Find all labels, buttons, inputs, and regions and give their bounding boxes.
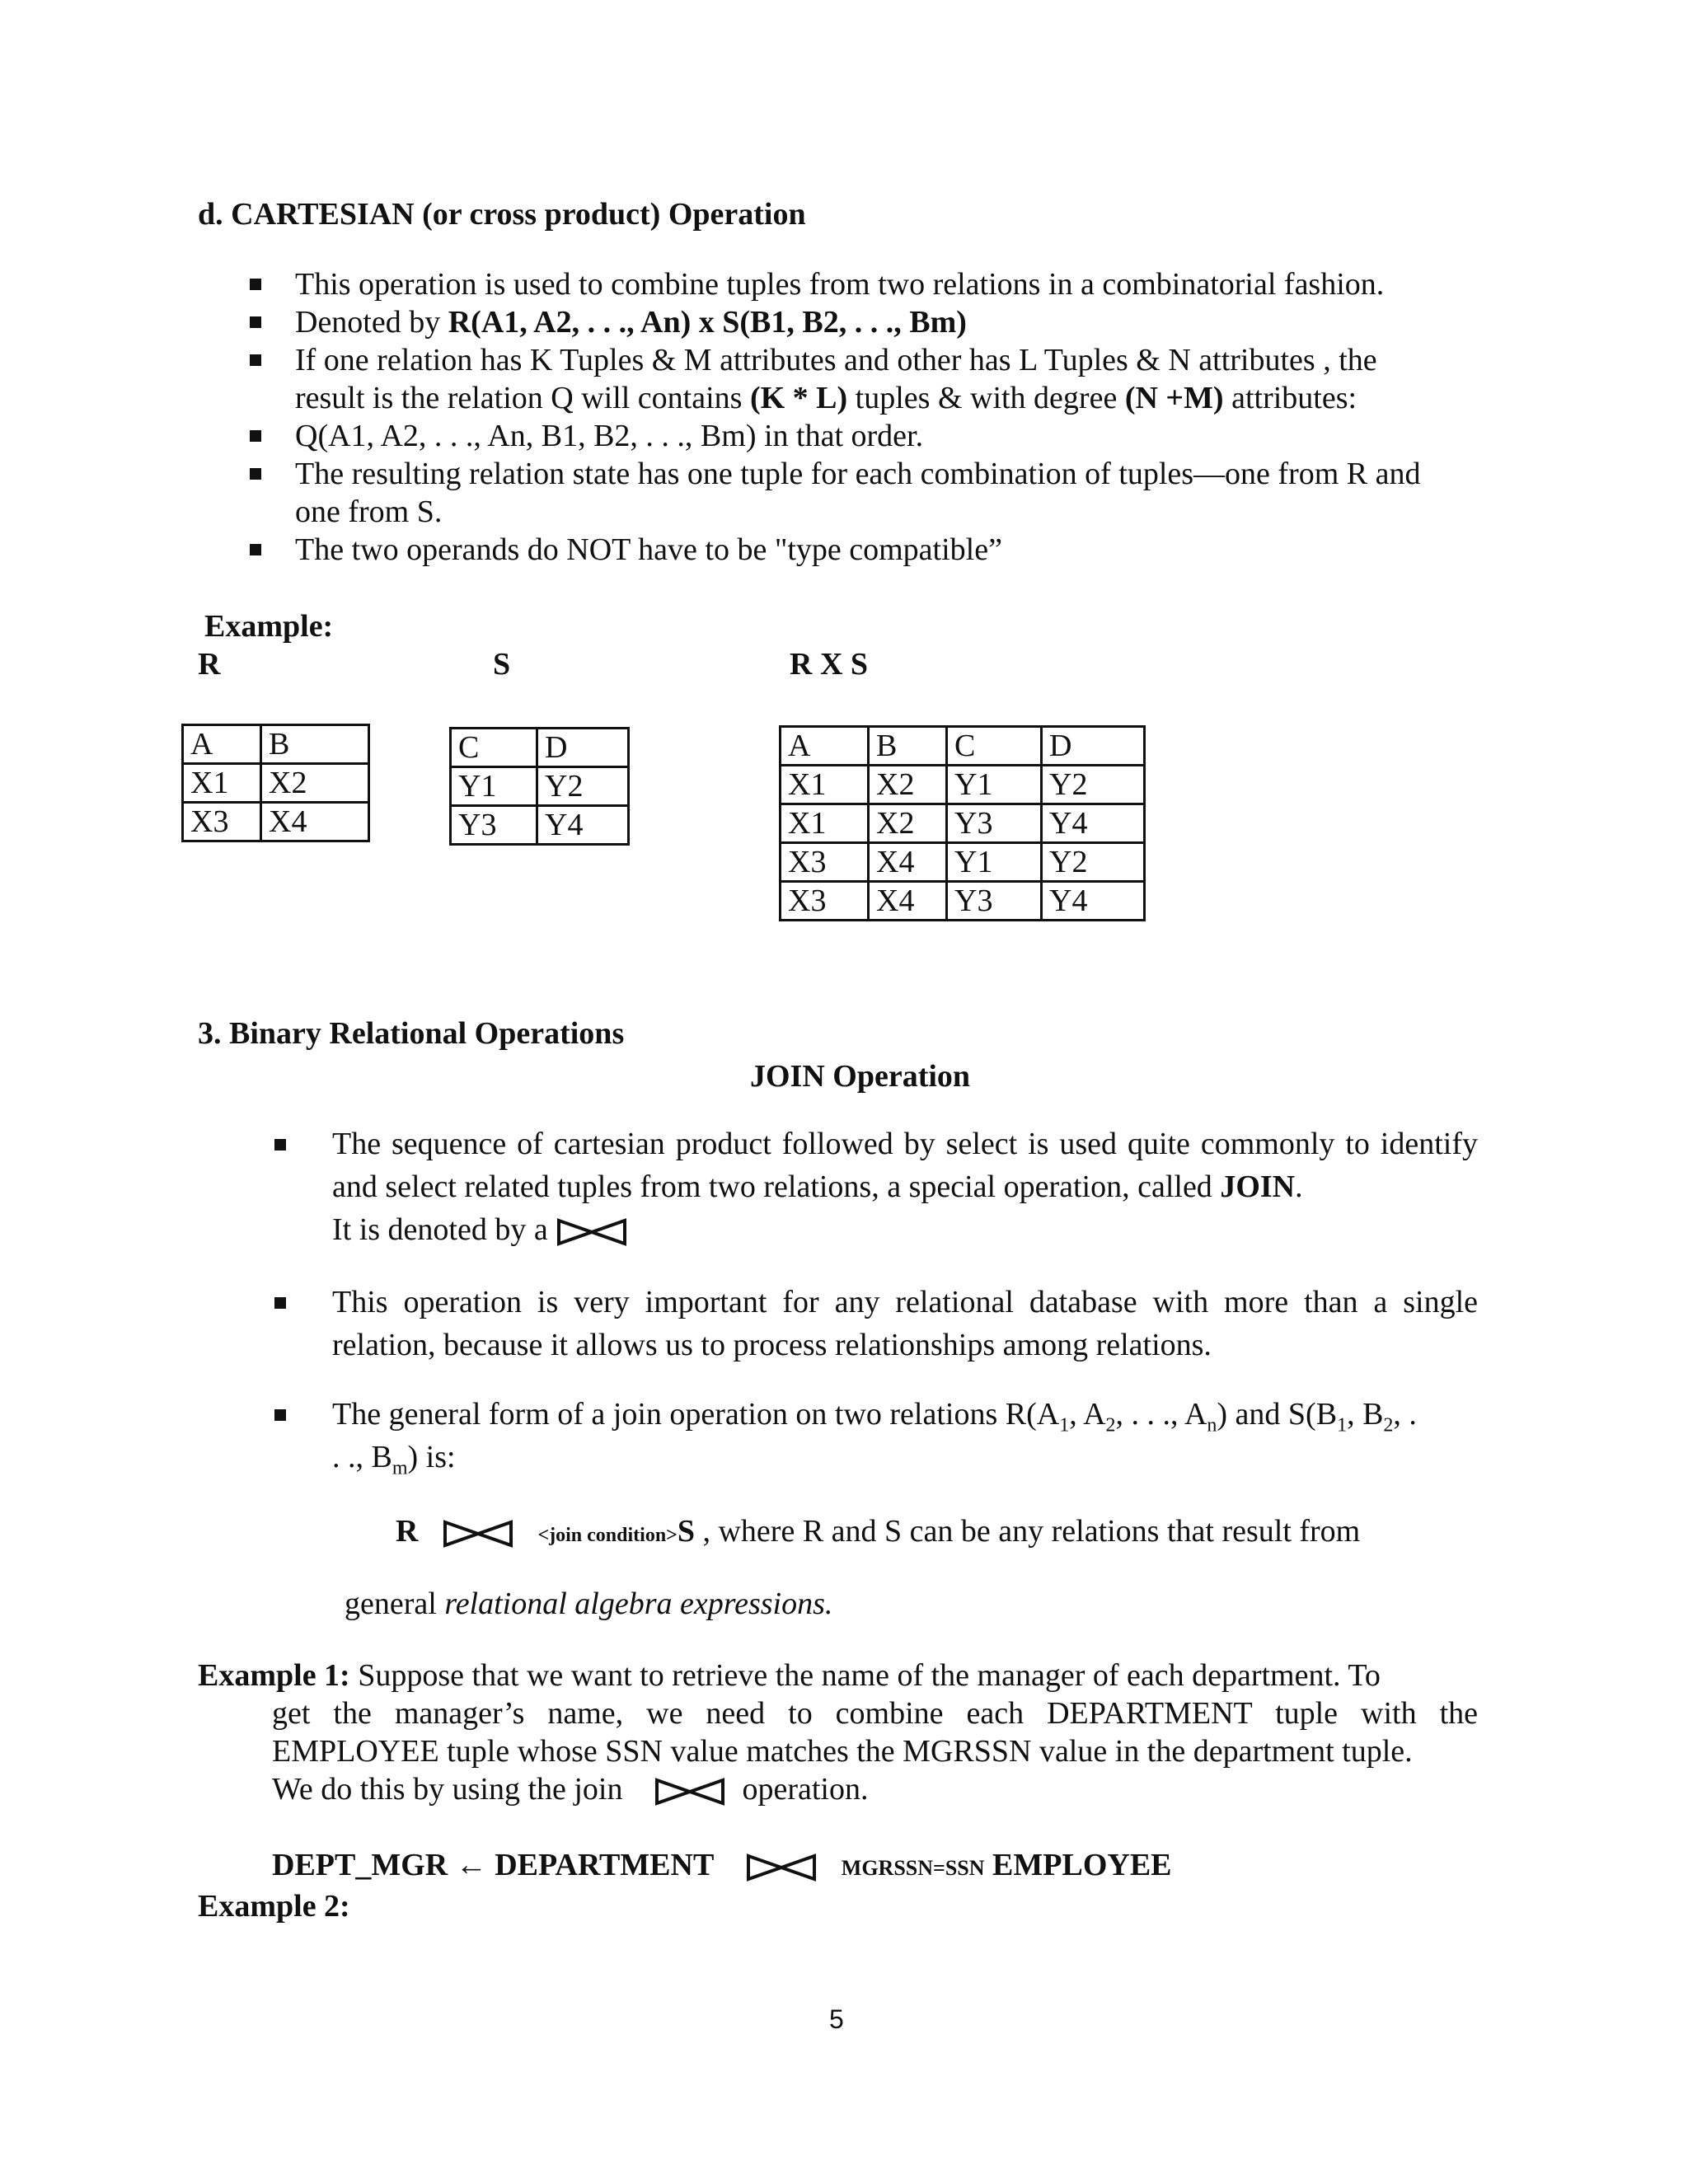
table-cell: X4	[261, 803, 369, 841]
relation-rxs-label: R X S	[790, 647, 869, 682]
bullet-icon	[250, 279, 261, 290]
table-row	[781, 882, 1145, 921]
bullet-text: This operation is used to combine tuples from two relations in a combinatorial fashion.	[295, 267, 1385, 302]
table-r-x-s	[779, 725, 1146, 921]
table-cell: Y3	[451, 806, 537, 845]
relation-s-label: S	[493, 647, 511, 682]
join-general-form: R <join condition>S , where R and S can be any relations that result from	[396, 1510, 1360, 1557]
table-row	[451, 767, 629, 806]
bullet-icon	[274, 1297, 286, 1309]
bullet-text: If one relation has K Tuples & M attributes and other has L Tuples & N attributes , the	[295, 343, 1377, 377]
table-row	[183, 764, 369, 803]
table-cell: X3	[183, 803, 261, 841]
table-cell: Y2	[537, 767, 629, 806]
bullet-text-continued: one from S.	[295, 494, 443, 529]
table-cell: X1	[781, 804, 869, 843]
bullet-text: Q(A1, A2, . . ., An, B1, B2, . . ., Bm) in that order.	[295, 419, 924, 453]
bullet-icon	[250, 430, 261, 442]
table-cell: X1	[781, 766, 869, 804]
bullet-text: Denoted by R(A1, A2, . . ., An) x S(B1, B2, . . ., Bm)	[295, 305, 967, 340]
table-cell: Y4	[1042, 882, 1145, 921]
table-cell: Y2	[1042, 766, 1145, 804]
table-s	[449, 727, 630, 846]
table-cell: X3	[781, 882, 869, 921]
bullet-icon	[274, 1139, 286, 1151]
table-cell: X1	[183, 764, 261, 803]
table-cell: X4	[869, 882, 947, 921]
join-paragraph-3: The general form of a join operation on two relations $R(A_1$, $A_2$, . . ., $A_n$) and $S(B_1$, $B_2$, .	[332, 1397, 1417, 1436]
table-row	[781, 766, 1145, 804]
table-cell: Y4	[537, 806, 629, 845]
table-cell: D	[537, 729, 629, 767]
table-cell: Y4	[1042, 804, 1145, 843]
table-cell: X4	[869, 843, 947, 882]
bullet-icon	[250, 354, 261, 366]
section-d-heading: d. CARTESIAN (or cross product) Operation	[198, 197, 806, 232]
table-cell: X3	[781, 843, 869, 882]
table-cell: B	[261, 725, 369, 764]
table-cell: Y1	[451, 767, 537, 806]
relation-r-label: R	[198, 647, 221, 682]
example-2-label: Example 2:	[198, 1889, 350, 1924]
join-paragraph-1-end: It is denoted by a	[332, 1208, 628, 1251]
table-r	[181, 724, 370, 842]
table-row	[781, 804, 1145, 843]
table-row	[781, 843, 1145, 882]
table-row	[183, 803, 369, 841]
table-cell: Y3	[947, 804, 1042, 843]
example-label: Example:	[204, 609, 334, 644]
table-cell: Y1	[947, 766, 1042, 804]
bullet-icon	[250, 468, 261, 480]
join-operation-heading: JOIN Operation	[750, 1059, 971, 1094]
bullet-text: The two operands do NOT have to be "type compatible”	[295, 532, 1002, 567]
join-paragraph-1: The sequence of cartesian product followed by select is used quite commonly to identify and select related tuples from two relations, a special operation, called JOIN.	[332, 1127, 1478, 1204]
bullet-icon	[274, 1409, 286, 1421]
bullet-text-continued: result is the relation Q will contains (K * L) tuples & with degree (N +M) attributes:	[295, 381, 1357, 415]
table-row	[183, 725, 369, 764]
table-cell: X2	[869, 804, 947, 843]
bullet-icon	[250, 544, 261, 555]
table-cell: C	[947, 727, 1042, 766]
example-1-line-4: We do this by using the join operation.	[272, 1770, 869, 1808]
example-1-line-3: EMPLOYEE tuple whose SSN value matches the MGRSSN value in the department tuple.	[272, 1734, 1413, 1769]
bullet-text: The resulting relation state has one tuple for each combination of tuples—one from R and	[295, 457, 1421, 491]
join-bowtie-icon	[745, 1851, 818, 1884]
table-cell: C	[451, 729, 537, 767]
table-cell: B	[869, 727, 947, 766]
table-cell: D	[1042, 727, 1145, 766]
join-paragraph-3-end: . ., $B_m$) is:	[332, 1440, 456, 1479]
table-row	[451, 729, 629, 767]
bullet-icon	[250, 316, 261, 328]
page-number: 5	[829, 2004, 844, 2034]
join-bowtie-icon	[654, 1775, 726, 1808]
join-bowtie-icon	[556, 1216, 628, 1249]
table-row	[781, 727, 1145, 766]
example-1-line-2: get the manager’s name, we need to combine each DEPARTMENT tuple with the	[272, 1696, 1478, 1731]
table-cell: A	[183, 725, 261, 764]
table-cell: Y2	[1042, 843, 1145, 882]
join-paragraph-2: This operation is very important for any relational database with more than a single relation, because it allows us to process relationships among relations.	[332, 1285, 1478, 1362]
table-cell: X2	[261, 764, 369, 803]
table-cell: X2	[869, 766, 947, 804]
section-3-heading: 3. Binary Relational Operations	[198, 1016, 625, 1051]
table-cell: Y1	[947, 843, 1042, 882]
table-cell: A	[781, 727, 869, 766]
table-row	[451, 806, 629, 845]
general-expressions: general relational algebra expressions.	[345, 1586, 833, 1621]
table-cell: Y3	[947, 882, 1042, 921]
dept-mgr-formula: DEPT_MGR ← DEPARTMENT MGRSSN=SSN EMPLOYEE	[272, 1846, 1172, 1887]
example-1-line-1: Example 1: Suppose that we want to retrieve the name of the manager of each department. To	[198, 1658, 1381, 1693]
join-bowtie-icon	[442, 1517, 514, 1550]
